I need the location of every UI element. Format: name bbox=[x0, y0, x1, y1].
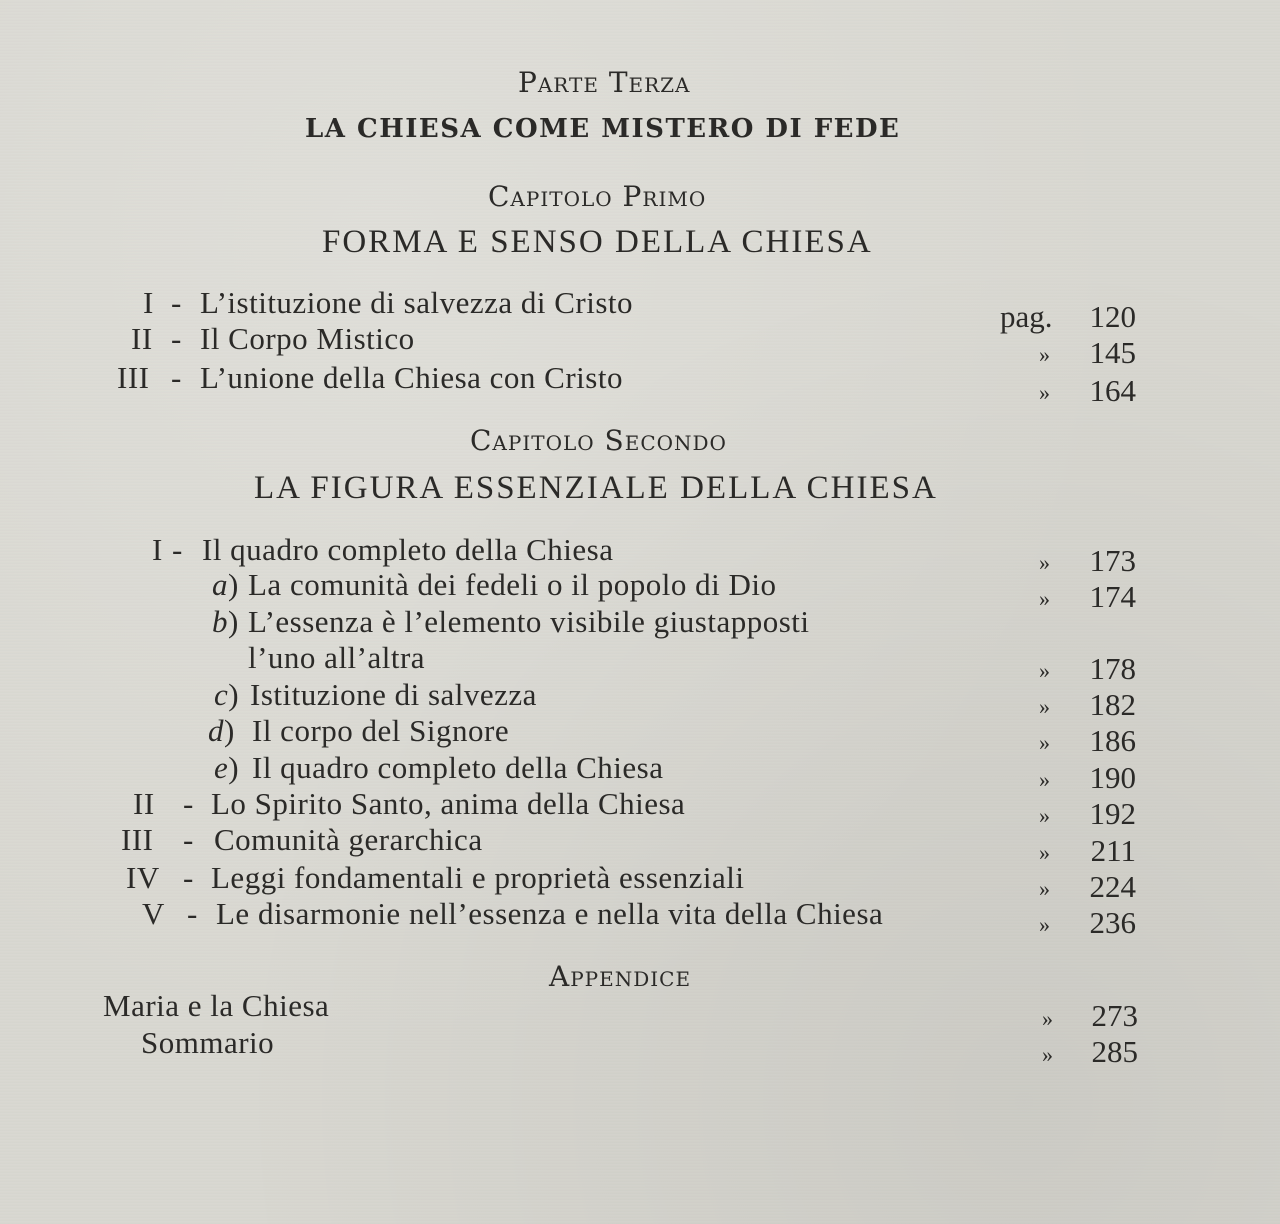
entry-title: L’unione della Chiesa con Cristo bbox=[200, 360, 623, 395]
ditto-mark: » bbox=[1042, 1042, 1053, 1067]
ditto-mark: » bbox=[1039, 730, 1050, 755]
sub-title: Il quadro completo della Chiesa bbox=[252, 750, 664, 785]
toc-page: Parte Terza LA CHIESA COME MISTERO DI FEDE Capitolo Primo FORMA E SENSO DELLA CHIESA I - L’istituzione di salvezza di Cristo pag. 120 II - Il Corpo Mistico » 145 III - L’unione della Chiesa con Cristo » 164 Capitolo Secondo LA FIGURA ESSENZIALE DELLA CHIESA I - Il quadro completo della Chiesa » 173 a) La comunità dei fedeli o il popolo di Dio » 174 b) L’essenza è l’elemento visibile giustapposti l’uno all’altra » 178 c) Istituzione di salvezza » 182 d) Il corpo del Signore » 186 e) Il quadro completo della Chiesa » 190 II - Lo Spirito Santo, anima della Chiesa » 192 III - Comunità gerarchica » 211 IV - Leggi fondamentali e proprietà essenziali » 224 V - Le disarmonie nell’essenza e nella vita della Chiesa » 236 Appendice Maria e la Chiesa » 273 Sommario » 285 bbox=[103, 66, 1138, 1069]
sub-title: La comunità dei fedeli o il popolo di Dio bbox=[248, 567, 777, 602]
entry-number: V bbox=[142, 896, 165, 931]
entry-title: Leggi fondamentali e proprietà essenziali bbox=[211, 860, 745, 895]
entry-number: I bbox=[143, 285, 154, 320]
sub-letter: d bbox=[208, 713, 224, 748]
ditto-mark: » bbox=[1039, 767, 1050, 792]
entry-title: Sommario bbox=[141, 1025, 275, 1060]
chapter1-label: Capitolo Primo bbox=[488, 180, 707, 213]
separator: - bbox=[183, 822, 194, 857]
chapter2-title: LA FIGURA ESSENZIALE DELLA CHIESA bbox=[254, 470, 938, 506]
sub-letter: c bbox=[214, 677, 229, 712]
separator: - bbox=[183, 786, 194, 821]
ditto-mark: » bbox=[1039, 658, 1050, 683]
separator: - bbox=[172, 532, 183, 567]
appendix-label: Appendice bbox=[549, 960, 692, 993]
ditto-mark: » bbox=[1039, 912, 1050, 937]
sub-title: L’essenza è l’elemento visibile giustapposti bbox=[248, 604, 810, 639]
entry-number: II bbox=[131, 321, 153, 356]
sub-letter: b bbox=[212, 604, 228, 639]
page-number: 285 bbox=[1091, 1034, 1138, 1069]
page-prefix: pag. bbox=[1000, 299, 1053, 334]
entry-number: IV bbox=[126, 860, 160, 895]
sub-letter: a bbox=[212, 567, 228, 602]
entry-title: Lo Spirito Santo, anima della Chiesa bbox=[211, 786, 686, 821]
sub-title-continued: l’uno all’altra bbox=[248, 640, 426, 675]
ditto-mark: » bbox=[1039, 586, 1050, 611]
part-title: LA CHIESA COME MISTERO DI FEDE bbox=[305, 114, 901, 144]
page-number: 182 bbox=[1089, 687, 1136, 722]
entry-number: III bbox=[117, 360, 150, 395]
ditto-mark: » bbox=[1039, 876, 1050, 901]
page-number: 173 bbox=[1089, 543, 1136, 578]
separator: - bbox=[187, 896, 198, 931]
page-number: 190 bbox=[1089, 760, 1136, 795]
sub-letter: e bbox=[214, 750, 229, 785]
ditto-mark: » bbox=[1039, 803, 1050, 828]
separator: - bbox=[171, 360, 182, 395]
page-number: 174 bbox=[1089, 579, 1136, 614]
entry-title: Il quadro completo della Chiesa bbox=[202, 532, 614, 567]
page-number: 224 bbox=[1089, 869, 1136, 904]
entry-title: L’istituzione di salvezza di Cristo bbox=[200, 285, 634, 320]
ditto-mark: » bbox=[1039, 694, 1050, 719]
entry-title: Le disarmonie nell’essenza e nella vita della Chiesa bbox=[216, 896, 884, 931]
separator: - bbox=[171, 321, 182, 356]
entry-title: Comunità gerarchica bbox=[214, 822, 483, 857]
entry-number: III bbox=[121, 822, 154, 857]
page-number: 164 bbox=[1089, 373, 1136, 408]
ditto-mark: » bbox=[1039, 840, 1050, 865]
entry-title: Il Corpo Mistico bbox=[200, 321, 415, 356]
page-number: 145 bbox=[1089, 335, 1136, 370]
entry-number: II bbox=[133, 786, 155, 821]
page-number: 211 bbox=[1090, 833, 1136, 868]
page-number: 186 bbox=[1089, 723, 1136, 758]
ditto-mark: » bbox=[1039, 380, 1050, 405]
part-label: Parte Terza bbox=[518, 66, 691, 99]
ditto-mark: » bbox=[1039, 342, 1050, 367]
page-number: 178 bbox=[1089, 651, 1136, 686]
ditto-mark: » bbox=[1039, 550, 1050, 575]
entry-number: I bbox=[152, 532, 163, 567]
sub-title: Il corpo del Signore bbox=[252, 713, 510, 748]
separator: - bbox=[171, 285, 182, 320]
chapter2-label: Capitolo Secondo bbox=[470, 424, 727, 457]
page-number: 120 bbox=[1089, 299, 1136, 334]
page-number: 192 bbox=[1089, 796, 1136, 831]
ditto-mark: » bbox=[1042, 1006, 1053, 1031]
chapter1-title: FORMA E SENSO DELLA CHIESA bbox=[322, 224, 873, 260]
sub-title: Istituzione di salvezza bbox=[250, 677, 537, 712]
separator: - bbox=[183, 860, 194, 895]
page-number: 273 bbox=[1091, 998, 1138, 1033]
page-number: 236 bbox=[1089, 905, 1136, 940]
entry-title: Maria e la Chiesa bbox=[103, 988, 330, 1023]
